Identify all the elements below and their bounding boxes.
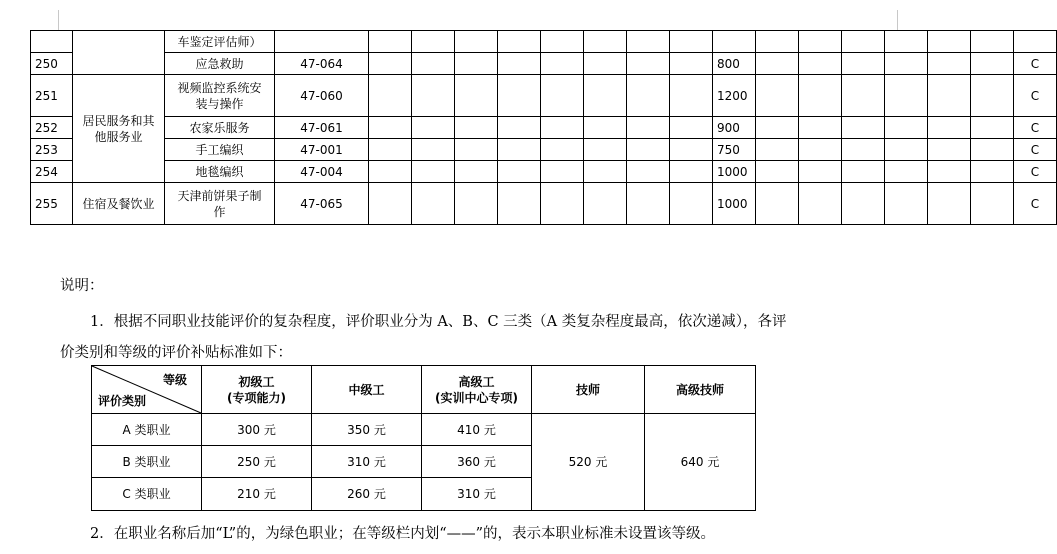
corner-grade-label: 等级 (162, 373, 187, 387)
category-line: 他服务业 (94, 129, 143, 144)
occupation-code: 47-061 (275, 117, 369, 139)
subsidy-amount: 1200 (713, 75, 756, 117)
senior-amount: 310 元 (422, 478, 532, 511)
occupation-name: 手工编织 (165, 139, 275, 161)
occupation-table (30, 30, 1057, 225)
middle-amount: 350 元 (312, 414, 422, 446)
row-number: 251 (31, 75, 73, 117)
senior-amount: 360 元 (422, 446, 532, 478)
note-1-line-1: 1．根据不同职业技能评价的复杂程度，评价职业分为 A、B、C 三类（A 类复杂程度最高，依次递减），各评 (90, 314, 787, 330)
junior-amount: 300 元 (202, 414, 312, 446)
occupation-name: 地毯编织 (165, 161, 275, 183)
occupation-code: 47-001 (275, 139, 369, 161)
evaluation-class: C (1014, 117, 1057, 139)
occupation-name-line: 视频监控系统安 (177, 80, 262, 95)
occupation-name-line: 装与操作 (195, 96, 244, 111)
header-line: (专项能力) (227, 390, 286, 405)
page-corner-mark-left (58, 10, 59, 30)
row-number (31, 31, 73, 53)
senior-amount: 410 元 (422, 414, 532, 446)
header-line: (实训中心专项) (435, 390, 518, 405)
subsidy-amount: 1000 (713, 183, 756, 225)
header-line: 初级工 (238, 374, 275, 389)
evaluation-class (1014, 31, 1057, 53)
subsidy-amount: 1000 (713, 161, 756, 183)
note-2: 2．在职业名称后加“L”的，为绿色职业；在等级栏内划“——”的，表示本职业标准未设置该等级。 (90, 526, 716, 542)
table-header-row (92, 366, 756, 414)
row-number: 250 (31, 53, 73, 75)
subsidy-amount: 750 (713, 139, 756, 161)
senior-technician-amount: 640 元 (645, 414, 756, 511)
row-number: 254 (31, 161, 73, 183)
evaluation-class: C (1014, 53, 1057, 75)
technician-amount: 520 元 (532, 414, 645, 511)
header-technician: 技师 (532, 366, 645, 414)
evaluation-class: C (1014, 183, 1057, 225)
occupation-name-line: 作 (213, 204, 226, 219)
evaluation-class: C (1014, 75, 1057, 117)
header-corner-cell (92, 366, 202, 414)
subsidy-amount: 800 (713, 53, 756, 75)
category-line: 居民服务和其 (82, 113, 155, 128)
middle-amount: 310 元 (312, 446, 422, 478)
occupation-name: 应急救助 (165, 53, 275, 75)
category-label: B 类职业 (92, 446, 202, 478)
subsidy-amount (713, 31, 756, 53)
category-cell: 住宿及餐饮业 (73, 183, 165, 225)
table-row (31, 31, 1057, 53)
header-senior (422, 366, 532, 414)
occupation-code: 47-065 (275, 183, 369, 225)
category-cell (73, 31, 165, 75)
category-label: A 类职业 (92, 414, 202, 446)
table-row (92, 414, 756, 446)
occupation-name: 车鉴定评估师） (165, 31, 275, 53)
occupation-name-line: 天津前饼果子制 (177, 188, 262, 203)
row-number: 253 (31, 139, 73, 161)
occupation-code: 47-004 (275, 161, 369, 183)
evaluation-class: C (1014, 161, 1057, 183)
table-row (31, 53, 1057, 75)
table-row (31, 75, 1057, 117)
category-cell (73, 75, 165, 183)
middle-amount: 260 元 (312, 478, 422, 511)
junior-amount: 250 元 (202, 446, 312, 478)
table-row (31, 139, 1057, 161)
table-row (31, 117, 1057, 139)
notes-heading: 说明： (60, 278, 104, 294)
row-number: 255 (31, 183, 73, 225)
header-senior-technician: 高级技师 (645, 366, 756, 414)
note-1-line-2: 价类别和等级的评价补贴标准如下： (60, 345, 292, 361)
occupation-name (165, 183, 275, 225)
occupation-name: 农家乐服务 (165, 117, 275, 139)
row-number: 252 (31, 117, 73, 139)
category-label: C 类职业 (92, 478, 202, 511)
table-row (31, 161, 1057, 183)
header-line: 高级工 (458, 374, 495, 389)
junior-amount: 210 元 (202, 478, 312, 511)
header-junior (202, 366, 312, 414)
table-row (31, 183, 1057, 225)
subsidy-amount: 900 (713, 117, 756, 139)
occupation-code: 47-064 (275, 53, 369, 75)
subsidy-table (91, 365, 756, 511)
page-corner-mark-right (897, 10, 898, 30)
occupation-code: 47-060 (275, 75, 369, 117)
corner-category-label: 评价类别 (98, 394, 147, 408)
occupation-code (275, 31, 369, 53)
evaluation-class: C (1014, 139, 1057, 161)
occupation-name (165, 75, 275, 117)
header-middle: 中级工 (312, 366, 422, 414)
